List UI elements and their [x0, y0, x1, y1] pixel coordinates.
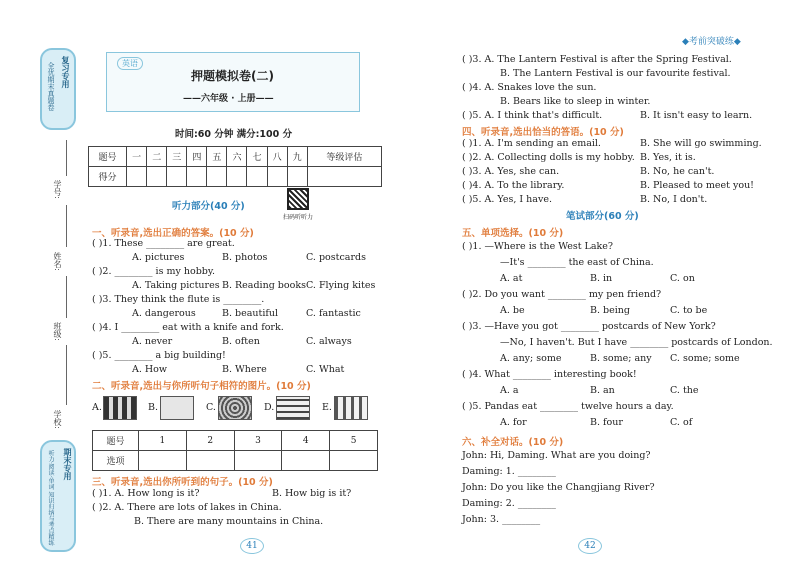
score-header: 五: [207, 147, 227, 167]
listening-title: 听力部分(40 分): [172, 201, 245, 212]
option-a: ( )1. A. How long is it?: [92, 488, 200, 499]
answer-cell[interactable]: [282, 451, 330, 471]
score-cell[interactable]: [187, 167, 207, 187]
option-b: B. beautiful: [222, 308, 279, 319]
page-subtitle: ——六年级 · 上册——: [183, 94, 274, 104]
divider: [66, 276, 67, 318]
option-a: A. for: [500, 417, 527, 428]
divider: [66, 345, 67, 405]
option-c: C. always: [306, 336, 352, 347]
subject-badge: 英语: [117, 57, 143, 70]
page-title: 押题模拟卷(二): [191, 69, 274, 83]
option-c: C. fantastic: [306, 308, 361, 319]
option-a: ( )4. A. To the library.: [462, 180, 565, 191]
option-a: ( )5. A. Yes, I have.: [462, 194, 552, 205]
answer-header: 5: [330, 431, 378, 451]
answer-row-label: 选项: [93, 451, 139, 471]
question: ( )1. —Where is the West Lake?: [462, 241, 613, 252]
option-a: A. be: [500, 305, 525, 316]
option-a: ( )3. A. The Lantern Festival is after the Spring Festival.: [462, 54, 732, 65]
dialogue-line[interactable]: Daming: 2. ________: [462, 498, 556, 509]
section1-title: 一、听录音,选出正确的答案。(10 分): [92, 228, 254, 239]
score-header: 六: [227, 147, 247, 167]
picture-label: A.: [92, 402, 102, 413]
option-b: B. No, I don't.: [640, 194, 708, 205]
score-header: 二: [147, 147, 167, 167]
section6-title: 六、补全对话。(10 分): [462, 437, 564, 448]
question: ( )1. These ________ are great.: [92, 238, 235, 249]
score-header: 等级评估: [307, 147, 381, 167]
option-c: C. some; some: [670, 353, 740, 364]
option-a: A. never: [132, 336, 173, 347]
option-a: A. How: [132, 364, 168, 375]
field-name: 姓名:: [53, 252, 62, 271]
question: ( )4. I ________ eat with a knife and fork.: [92, 322, 284, 333]
sidebar-top-sub: 全优期末真题卷: [47, 62, 55, 111]
option-a: A. a: [500, 385, 519, 396]
field-school: 学校:: [53, 410, 62, 429]
score-cell[interactable]: [267, 167, 287, 187]
landscape-picture[interactable]: [218, 396, 252, 420]
dialogue-line: John: Do you like the Changjiang River?: [462, 482, 655, 493]
option-b: B. Where: [222, 364, 267, 375]
answer-header: 题号: [93, 431, 139, 451]
score-header: 八: [267, 147, 287, 167]
answer-cell[interactable]: [234, 451, 282, 471]
section5-title: 五、单项选择。(10 分): [462, 228, 564, 239]
field-class: 班级:: [53, 322, 62, 341]
score-header: 题号: [89, 147, 127, 167]
writing-title: 笔试部分(60 分): [566, 211, 639, 222]
option-c: C. the: [670, 385, 699, 396]
option-b: B. She will go swimming.: [640, 138, 762, 149]
option-c: C. to be: [670, 305, 708, 316]
score-cell[interactable]: [247, 167, 267, 187]
picture-label: C.: [206, 402, 216, 413]
question-line2: —No, I haven't. But I have ________ postcards of London.: [500, 337, 773, 348]
section3-title: 三、听录音,选出你所听到的句子。(10 分): [92, 477, 273, 488]
panda-picture[interactable]: [103, 396, 137, 420]
divider: [66, 205, 67, 247]
option-a: A. Taking pictures: [132, 280, 220, 291]
option-b: B. No, he can't.: [640, 166, 715, 177]
title-box: [106, 52, 360, 112]
question: ( )3. They think the flute is ________.: [92, 294, 265, 305]
divider: [66, 140, 67, 176]
sidebar-bottom-title: 期末专用: [63, 448, 72, 480]
option-a: ( )2. A. There are lots of lakes in China.: [92, 502, 282, 513]
option-a: ( )2. A. Collecting dolls is my hobby.: [462, 152, 635, 163]
answer-cell[interactable]: [186, 451, 234, 471]
score-header: 一: [127, 147, 147, 167]
qr-caption: 扫码听听力: [283, 214, 314, 221]
option-a: A. at: [500, 273, 523, 284]
option-b: B. Reading books: [222, 280, 306, 291]
sidebar-top-title: 复习专用: [61, 56, 70, 88]
option-a: ( )1. A. I'm sending an email.: [462, 138, 601, 149]
boat-picture[interactable]: [276, 396, 310, 420]
score-cell[interactable]: [207, 167, 227, 187]
sidebar-top-card: [40, 48, 76, 130]
answer-header: 1: [139, 431, 187, 451]
question: ( )2. ________ is my hobby.: [92, 266, 215, 277]
photo-picture[interactable]: [160, 396, 194, 420]
option-b: B. an: [590, 385, 615, 396]
picture-label: D.: [264, 402, 275, 413]
answer-table: [92, 430, 378, 471]
option-b: B. being: [590, 305, 630, 316]
answer-cell[interactable]: [330, 451, 378, 471]
score-cell[interactable]: [287, 167, 307, 187]
option-a: A. dangerous: [132, 308, 196, 319]
score-cell[interactable]: [127, 167, 147, 187]
option-a: A. pictures: [132, 252, 185, 263]
dialogue-line: John: Hi, Daming. What are you doing?: [462, 450, 651, 461]
option-b: B. photos: [222, 252, 268, 263]
question: ( )5. Pandas eat ________ twelve hours a day.: [462, 401, 674, 412]
question: ( )5. ________ a big building!: [92, 350, 226, 361]
option-b: B. some; any: [590, 353, 652, 364]
page-number-right: 42: [578, 538, 602, 554]
option-a: ( )4. A. Snakes love the sun.: [462, 82, 597, 93]
answer-cell[interactable]: [139, 451, 187, 471]
score-cell[interactable]: [227, 167, 247, 187]
dialogue-line[interactable]: John: 3. ________: [462, 514, 541, 525]
answer-header: 4: [282, 431, 330, 451]
option-b: B. four: [590, 417, 623, 428]
sidebar-bottom-sub: 听力·阅读·单词 知识归纳与考点精练: [47, 450, 54, 546]
score-header: 三: [167, 147, 187, 167]
picture-label: B.: [148, 402, 159, 413]
answer-header: 2: [186, 431, 234, 451]
option-c: C. on: [670, 273, 695, 284]
section4-title: 四、听录音,选出恰当的答语。(10 分): [462, 127, 624, 138]
option-b: B. often: [222, 336, 260, 347]
option-b: B. in: [590, 273, 613, 284]
answer-header: 3: [234, 431, 282, 451]
score-cell[interactable]: [147, 167, 167, 187]
option-b: B. There are many mountains in China.: [134, 516, 324, 527]
question: ( )4. What ________ interesting book!: [462, 369, 637, 380]
option-b: B. The Lantern Festival is our favourite festival.: [500, 68, 731, 79]
dialogue-line[interactable]: Daming: 1. ________: [462, 466, 556, 477]
option-b: B. How big is it?: [272, 488, 352, 499]
option-c: C. Flying kites: [306, 280, 376, 291]
option-b: B. It isn't easy to learn.: [640, 110, 753, 121]
section2-title: 二、听录音,选出与你所听句子相符的图片。(10 分): [92, 381, 311, 392]
field-student-number: 学号:: [53, 180, 62, 199]
option-b: B. Yes, it is.: [640, 152, 696, 163]
option-c: C. What: [306, 364, 345, 375]
option-c: C. postcards: [306, 252, 366, 263]
score-header: 四: [187, 147, 207, 167]
score-cell[interactable]: [167, 167, 187, 187]
score-header: 九: [287, 147, 307, 167]
question: ( )3. —Have you got ________ postcards of New York?: [462, 321, 716, 332]
score-row-label: 得分: [89, 167, 127, 187]
qr-code-icon[interactable]: [287, 188, 309, 210]
option-b: B. Pleased to meet you!: [640, 180, 755, 191]
score-table: [88, 146, 382, 187]
people-picture[interactable]: [334, 396, 368, 420]
question-line2: —It's ________ the east of China.: [500, 257, 654, 268]
page-number-left: 41: [240, 538, 264, 554]
option-c: C. of: [670, 417, 693, 428]
time-score-line: 时间:60 分钟 满分:100 分: [175, 129, 293, 140]
score-header: 七: [247, 147, 267, 167]
option-a: ( )5. A. I think that's difficult.: [462, 110, 603, 121]
option-a: A. any; some: [500, 353, 562, 364]
header-tag: ◆考前突破练◆: [682, 37, 741, 47]
picture-label: E.: [322, 402, 332, 413]
question: ( )2. Do you want ________ my pen friend?: [462, 289, 662, 300]
option-a: ( )3. A. Yes, she can.: [462, 166, 560, 177]
sidebar-bottom-card: [40, 440, 76, 552]
score-cell[interactable]: [307, 167, 381, 187]
option-b: B. Bears like to sleep in winter.: [500, 96, 651, 107]
